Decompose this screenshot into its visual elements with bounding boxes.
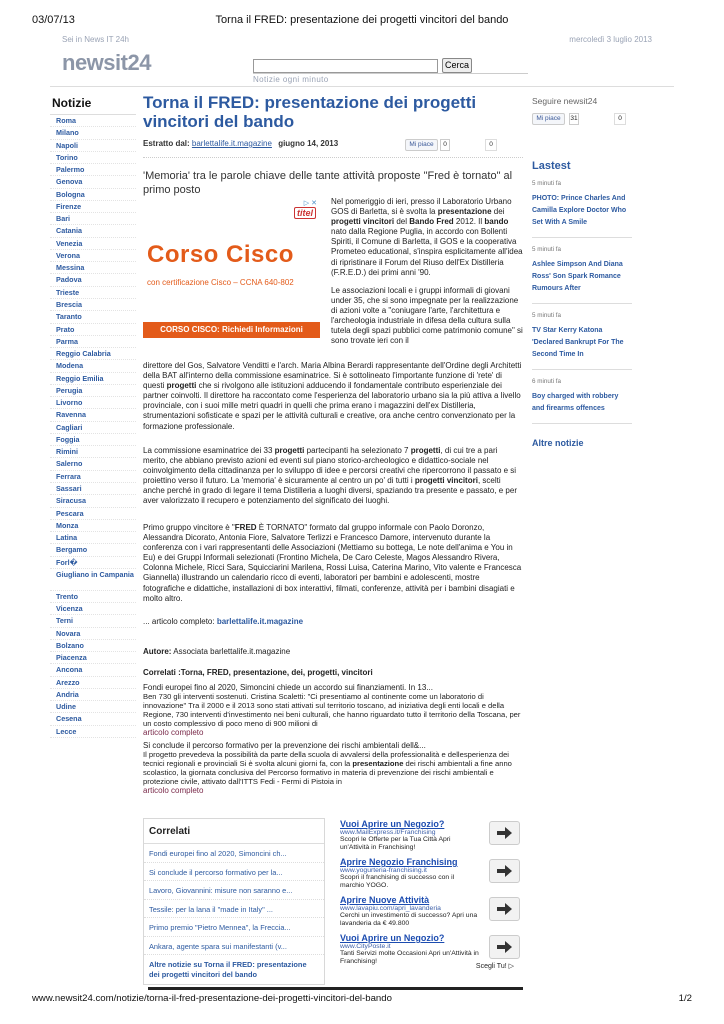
sidebar-item-city[interactable]: Messina — [50, 262, 136, 274]
arrow-right-icon[interactable] — [489, 935, 520, 959]
news-headline[interactable]: TV Star Kerry Katona 'Declared Bankrupt For The Second Time In — [532, 327, 624, 358]
source-link[interactable]: barlettalife.it.magazine — [191, 139, 272, 148]
author-line: Autore: Associata barlettalife.it.magazine — [143, 647, 291, 656]
related-link[interactable]: Ankara, agente spara sui manifestanti (v... — [144, 937, 324, 956]
right-column — [532, 96, 632, 448]
ad-subtitle: con certificazione Cisco – CCNA 640-802 — [147, 278, 294, 287]
sidebar-item-city[interactable]: Palermo — [50, 164, 136, 176]
related-box-title: Correlati — [144, 819, 324, 844]
full-article-link[interactable]: barlettalife.it.magazine — [216, 617, 304, 626]
sidebar-item-city[interactable]: Latina — [50, 532, 136, 544]
related-link[interactable]: Primo premio "Pietro Mennea", la Freccia... — [144, 918, 324, 937]
sidebar-item-city[interactable]: Bolzano — [50, 640, 136, 652]
sidebar-item-city[interactable]: Ravenna — [50, 409, 136, 421]
sidebar-title: Notizie — [52, 96, 92, 110]
text-ads — [340, 819, 520, 971]
ad-choice-link[interactable]: Scegli Tu! ▷ — [475, 963, 514, 970]
sidebar-item-city[interactable]: Salerno — [50, 458, 136, 470]
related-tags: Correlati :Torna, FRED, presentazione, dei, progetti, vincitori — [143, 668, 373, 677]
sidebar-item-city[interactable]: Giugliano in Campania — [50, 569, 136, 591]
article-meta — [143, 139, 523, 155]
sidebar-item-city[interactable]: Verona — [50, 250, 136, 262]
related-link[interactable]: Si conclude il percorso formativo per la... — [144, 863, 324, 882]
current-date: mercoledì 3 luglio 2013 — [569, 35, 652, 44]
text-ad[interactable] — [340, 819, 520, 857]
paragraph-2-cont: direttore del Gos, Salvatore Venditti e l'arch. Maria Albina Berardi rappresentante dell'Ordine degli Architetti della BAT all'interno della commissione esaminatrice. Si è sottolineato l'importante funzione di 'rete' di questi progetti che si rivolgono alle istituzioni adducendo il fondamentale contributo esperienziale dei partner coinvolti. Il direttore ha raccontato come l'esperienza del laboratorio urbano sia la più attiva a livello provinciale, con i suoi mille metri quadri in quelli che prima erano i magazzini dell'ex Distilleria, strumentazioni sofisticate e spazi per le attività culturali e creative, ora anche centro convenzionato per la formazione professionale. — [143, 361, 522, 431]
sidebar-item-city[interactable]: Genova — [50, 176, 136, 188]
like-button[interactable]: Mi piace — [405, 139, 438, 151]
related-item-2-title[interactable]: Si conclude il percorso formativo per la prevenzione dei rischi ambientali dell&... — [143, 741, 426, 750]
related-link[interactable]: Lavoro, Giovannini: misure non saranno e... — [144, 881, 324, 900]
article-date: giugno 14, 2013 — [278, 139, 339, 148]
sidebar-item-city[interactable]: Arezzo — [50, 677, 136, 689]
sidebar-item-city[interactable]: Novara — [50, 628, 136, 640]
altre-notizie-link[interactable]: Altre notizie — [532, 438, 584, 448]
sidebar-item-city[interactable]: Ancona — [50, 664, 136, 676]
header-divider — [50, 86, 674, 87]
sidebar-item-city[interactable]: Udine — [50, 701, 136, 713]
sidebar-item-city[interactable]: Trento — [50, 591, 136, 603]
sidebar-item-city[interactable]: Siracusa — [50, 495, 136, 507]
related-item-2-link[interactable]: articolo completo — [143, 786, 204, 795]
article-float-text — [331, 197, 523, 354]
sidebar-item-city[interactable]: Rimini — [50, 446, 136, 458]
news-item — [532, 177, 632, 238]
ad-headline: Corso Cisco — [147, 241, 294, 268]
sidebar-item-city[interactable]: Catania — [50, 225, 136, 237]
sidebar-item-city[interactable]: Bergamo — [50, 544, 136, 556]
adchoices-icon[interactable]: ▷ ✕ — [303, 200, 317, 207]
sidebar-item-city[interactable]: Venezia — [50, 238, 136, 250]
sidebar-item-city[interactable]: Vicenza — [50, 603, 136, 615]
related-item-1-body: Ben 730 gli interventi sostenuti. Cristina Scaletti: "Ci presentiamo al continente come un laboratorio di innovazione" Tra il 2000 e il 2013 sono stati attivati sul territorio toscano, ad iniziativa degli enti locali e della Regione, 730 interventi d'investimento nei beni culturali, che hanno riguardato tutto il territorio della Toscana, per un costo complessivo di poco meno di 900 milioni di — [143, 692, 521, 728]
arrow-right-icon[interactable] — [489, 859, 520, 883]
news-item — [532, 375, 632, 424]
paragraph-2-start: Le associazioni locali e i gruppi informali di giovani under 35, che si sono impegnate per la realizzazione di azioni volte a "coniugare l'arte, l'architettura e l'archeologia industriale in difesa della cultura sulla tutela degli spazi pubblici come patrimonio comune" si sono trovate ieri con il — [331, 285, 523, 346]
sidebar-item-city[interactable]: Ferrara — [50, 471, 136, 483]
sidebar-item-city[interactable]: Padova — [50, 274, 136, 286]
news-item — [532, 309, 632, 370]
text-ad-url[interactable]: www.CityPoste.it — [340, 943, 391, 950]
sidebar-item-city[interactable]: Livorno — [50, 397, 136, 409]
news-time: 6 minuti fa — [532, 378, 562, 385]
cisco-ad-banner[interactable] — [143, 199, 320, 349]
text-ad-title[interactable]: Aprire Negozio Franchising — [340, 857, 458, 867]
search-button[interactable]: Cerca — [442, 58, 472, 73]
sidebar-item-city[interactable]: Torino — [50, 152, 136, 164]
site-tagline: Notizie ogni minuto — [253, 73, 528, 84]
sidebar-item-city[interactable]: Sassari — [50, 483, 136, 495]
search-input[interactable] — [253, 59, 438, 73]
follow-share-count[interactable]: 0 — [614, 113, 626, 125]
lastest-list — [532, 177, 632, 424]
ad-cta-button[interactable]: CORSO CISCO: Richiedi Informazioni — [143, 322, 320, 338]
text-ad-title[interactable]: Vuoi Aprire un Negozio? — [340, 933, 445, 943]
text-ad[interactable] — [340, 895, 520, 933]
section-link[interactable]: Sei in News IT 24h — [62, 35, 129, 44]
sidebar-item-city[interactable]: Reggio Emilia — [50, 373, 136, 385]
text-ad-description: Scopri le Offerte per la Tua Città Apri un'Attività in Franchising! — [340, 836, 451, 851]
related-link[interactable]: Tessile: per la lana il "made in Italy" ... — [144, 900, 324, 919]
follow-buttons — [532, 113, 632, 129]
news-headline[interactable]: PHOTO: Prince Charles And Camilla Explore Doctor Who Set With A Smile — [532, 195, 627, 226]
sidebar-item-city[interactable]: Modena — [50, 360, 136, 372]
sidebar-item-city[interactable]: Firenze — [50, 201, 136, 213]
page-url: www.newsit24.com/notizie/torna-il-fred-presentazione-dei-progetti-vincitori-del-bando — [32, 993, 392, 1004]
sidebar-item-city[interactable]: Cesena — [50, 713, 136, 725]
sidebar-item-city[interactable]: Cagliari — [50, 422, 136, 434]
sidebar-item-city[interactable]: Parma — [50, 336, 136, 348]
print-date: 03/07/13 — [32, 14, 75, 26]
page-number: 1/2 — [678, 993, 692, 1004]
related-item-1 — [143, 683, 523, 737]
sidebar-item-city[interactable]: Trieste — [50, 287, 136, 299]
related-list — [144, 844, 324, 984]
sidebar — [50, 96, 136, 738]
full-article-line: ... articolo completo: barlettalife.it.magazine — [143, 617, 304, 626]
sidebar-item-city[interactable]: Prato — [50, 324, 136, 336]
sidebar-item-city[interactable]: Monza — [50, 520, 136, 532]
news-headline[interactable]: Boy charged with robbery and firearms offences — [532, 393, 619, 412]
news-time: 5 minuti fa — [532, 312, 562, 319]
text-ad-url[interactable]: www.lavapiu.com/apri_lavanderia — [340, 905, 441, 912]
related-link[interactable]: Fondi europei fino al 2020, Simoncini ch... — [144, 844, 324, 863]
follow-like-count: 31 — [569, 113, 579, 125]
news-time: 5 minuti fa — [532, 180, 562, 187]
related-item-2 — [143, 741, 523, 795]
sidebar-item-city[interactable]: Andria — [50, 689, 136, 701]
related-item-1-link[interactable]: articolo completo — [143, 728, 204, 737]
text-ad-title[interactable]: Aprire Nuove Attività — [340, 895, 430, 905]
site-logo[interactable]: newsit24 — [62, 50, 151, 75]
sidebar-item-city[interactable]: Brescia — [50, 299, 136, 311]
article-title: Torna il FRED: presentazione dei progetti vincitori del bando — [143, 93, 477, 131]
sidebar-item-city[interactable]: Taranto — [50, 311, 136, 323]
follow-like-button[interactable]: Mi piace — [532, 113, 565, 125]
like-count: 0 — [440, 139, 450, 151]
bottom-divider — [148, 987, 523, 990]
text-ad-description: Scopri il franchising di successo con il marchio YOGO. — [340, 874, 455, 889]
news-time: 5 minuti fa — [532, 246, 562, 253]
arrow-right-icon[interactable] — [489, 821, 520, 845]
sidebar-item-city[interactable]: Bologna — [50, 189, 136, 201]
article-lead: 'Memoria' tra le parole chiave delle tante attività proposte "Fred è tornato" al primo posto — [143, 170, 513, 196]
share-count[interactable]: 0 — [485, 139, 497, 151]
sidebar-item-city[interactable]: Milano — [50, 127, 136, 139]
article — [143, 93, 523, 795]
news-item — [532, 243, 632, 304]
sidebar-item-city[interactable]: Piacenza — [50, 652, 136, 664]
meta-label: Estratto dal: — [143, 139, 190, 148]
related-box — [143, 818, 325, 985]
text-ad-url[interactable]: www.yogurteria-franchising.it — [340, 867, 427, 874]
text-ad-description: Tanti Servizi molte Occasioni Apri un'Attività in Franchising! — [340, 950, 479, 965]
paragraph-3: La commissione esaminatrice dei 33 progetti partecipanti ha selezionato 7 progetti, di cui tre a pari merito, che abbiano previsto azioni ed eventi sul piano storico-archeologico e didattico-sociale nel coinvolgimento della cittadinanza per lo sviluppo di idee e percorsi creativi che ripercorrono il passato e si proiettino verso il futuro. La 'memoria' è sicuramente al centro un po' di tutti i progetti vincitori, scelti anche perché in grado di legare il tema Distilleria a luoghi diversi, spaziando tra presente e passato, e per aver valorizzato il recupero e potenziamento del significato dei luoghi. — [143, 446, 517, 506]
sidebar-item-city[interactable]: Pescara — [50, 508, 136, 520]
text-ad[interactable] — [340, 857, 520, 895]
sidebar-item-city[interactable]: Reggio Calabria — [50, 348, 136, 360]
sidebar-item-city[interactable]: Terni — [50, 615, 136, 627]
text-ad-title[interactable]: Vuoi Aprire un Negozio? — [340, 819, 445, 829]
print-title: Torna il FRED: presentazione dei progetti vincitori del bando — [215, 14, 509, 26]
meta-divider — [143, 157, 523, 158]
related-item-1-title[interactable]: Fondi europei fino al 2020, Simoncini chiede un accordo sui finanziamenti. In 13... — [143, 683, 433, 692]
lastest-title: Lastest — [532, 160, 571, 172]
follow-label: Seguire newsit24 — [532, 96, 598, 106]
sidebar-item-city[interactable]: Foggia — [50, 434, 136, 446]
more-news-link[interactable]: Altre notizie su Torna il FRED: presentazione dei progetti vincitori del bando — [149, 960, 307, 979]
news-headline[interactable]: Ashlee Simpson And Diana Ross' Son Spark Romance Rumours After — [532, 261, 623, 292]
city-list — [50, 114, 136, 738]
ad-brand-logo: titel — [294, 207, 316, 219]
sidebar-item-city[interactable]: Roma — [50, 115, 136, 127]
paragraph-4: Primo gruppo vincitore è "FRED È TORNATO" formato dal gruppo informale con Paolo Doronzo, Alessandra Dicorato, Antonia Fiore, Salvatore Terlizzi e Francesco Damore, intervenuto durante la conferenza con i vari rappresentanti delle Associazioni (Mettiamo su bottega, Le note dell'anima e You in Eu) e dei Gruppi Informali selezionati (Frontino Michela, De Caro Celeste, Magos Alessandro Rivera, Colonna Michele, Ricci Sara, Squicciarini Marilena, Rossi Luisa, Caterina Marino, Vito valente e Francesca Giannella) illustrando un calendario ricco di eventi, laboratori per bambini e adolescenti, mostre fotografiche e didattiche, installazioni di box interattivi, filmati, conferenze, attività per i bambini disagiati e molto altro. — [143, 523, 522, 603]
sidebar-item-city[interactable]: Bari — [50, 213, 136, 225]
sidebar-item-city[interactable]: Napoli — [50, 140, 136, 152]
text-ad-description: Cerchi un investimento di successo? Apri una lavanderia da € 49.800 — [340, 912, 478, 927]
related-item-2-body: Il progetto prevedeva la possibilità da parte della scuola di avvalersi della professionalità e dellesperienza dei tecnici regionali e provinciali Si è svolta alcuni giorni fa, con la presentazione dei rischi ambientali a fine anno scolastico, la giornata conclusiva del Percorso formativo in materia di prevenzione dei rischi ambientali e protezione civile, attivato dall'ITTS Fedi - Fermi di Pistoia in — [143, 750, 512, 786]
arrow-right-icon[interactable] — [489, 897, 520, 921]
sidebar-item-city[interactable]: Perugia — [50, 385, 136, 397]
paragraph-1: Nel pomeriggio di ieri, presso il Laboratorio Urbano GOS di Barletta, si è svolta la presentazione dei progetti vincitori del Bando Fred 2012. Il bando nato dalla Regione Puglia, in accordo con Bollenti Spiriti, il Comune di Barletta, il GOS e la cooperativa Prometeo educational, s'inspira esplicitamente all'idea di ripristinare il Forum del Riuso dell'Ex Distilleria (F.R.E.D.) dei primi anni '90. — [331, 197, 523, 277]
sidebar-item-city[interactable]: Forl� — [50, 557, 136, 569]
sidebar-item-city[interactable]: Lecce — [50, 726, 136, 738]
text-ad-url[interactable]: www.MailExpress.it/Franchising — [340, 829, 436, 836]
